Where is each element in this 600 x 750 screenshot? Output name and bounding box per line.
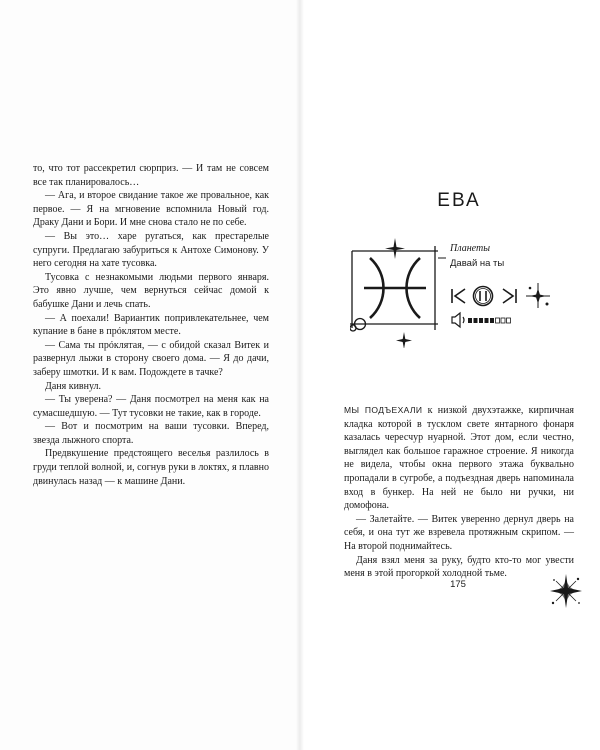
paragraph: — Ты уверена? — Даня посмотрел на меня как на сумасшедшую. — Тут тусовки не такие, как в городе. [33, 394, 269, 419]
right-page [300, 0, 600, 750]
paragraph: — Залетайте. — Витек уверенно дернул дверь на себя, и она тут же взревела протяжным скрипом. — На второй поднимайтесь. [344, 513, 574, 552]
chapter-title: ЕВА [437, 190, 481, 211]
paragraph: — Ага, и второе свидание такое же провальное, как первое. — Я на мгновение вспомнила Новый год. Драку Дани и Бори. И мне снова стало не по себе. [33, 190, 269, 229]
paragraph: — Вот и посмотрим на ваши тусовки. Вперед, звезда лыжного спорта. [33, 421, 269, 446]
volume-bar[interactable] [468, 318, 511, 323]
left-page-text [33, 162, 269, 488]
paragraph: Тусовка с незнакомыми людьми первого января. Это явно лучше, чем вернуться сейчас домой к бабушке Дани и лечь спать. [33, 271, 269, 310]
paragraph: — Вы это… харе ругаться, как престарелые супруги. Предлагаю забуриться к Антохе Симонову. У него сегодня на хате тусовка. [33, 230, 269, 270]
paragraph: Предвкушение предстоящего веселья разлилось в груди теплой волной, и, согнув руки в локтях, я плавно двинулась назад — к машине Дани. [33, 448, 269, 487]
paragraph [344, 404, 574, 513]
paragraph: — Сама ты прóклятая, — с обидой сказал Витек и развернул лыжи в сторону своего дома. — Я до дачи, заберу шмотки. И к вам. Подождете в тачке? [33, 339, 269, 378]
right-page-text [344, 404, 574, 581]
paragraph: Даня кивнул. [45, 380, 102, 392]
page-number: 175 [450, 579, 466, 590]
lead-caps: МЫ ПОДЪЕХАЛИ [344, 405, 423, 415]
pisces-icon [364, 258, 426, 318]
book-spine-shadow [296, 0, 304, 750]
next-track-icon[interactable] [503, 289, 516, 303]
paragraph: — А поехали! Вариантик попривлекательнее, чем купание в бане в прóклятом месте. [33, 312, 269, 338]
sparkle-star-icon [548, 573, 584, 609]
pause-icon[interactable] [474, 287, 493, 306]
paragraph: Даня взял меня за руку, будто кто-то мог увести меня в этой прогоркой холодной тьме. [344, 554, 574, 580]
music-player-graphic [350, 236, 560, 348]
playlist-name: Планеты [450, 243, 490, 254]
previous-track-icon[interactable] [452, 289, 465, 303]
paragraph-text: к низкой двухэтажке, кирпичная кладка которой в тусклом свете янтарного фонаря казалась чересчур нуарной. Этот дом, если честно, выглядел как большое гаражное строение. Я никогда не видела, чтобы окна первого этажа буквально пропадали в сугробе, а подъездная дверь напоминала вход в бункер. На ней не было ни ручки, ни домофона. [344, 405, 574, 512]
song-title: Давай на ты [450, 258, 505, 269]
paragraph: то, что тот рассекретил сюрприз. — И там не совсем все так планировалось… [33, 163, 269, 188]
sparkle-glyph-icon [526, 283, 550, 308]
speaker-icon[interactable] [452, 313, 464, 327]
